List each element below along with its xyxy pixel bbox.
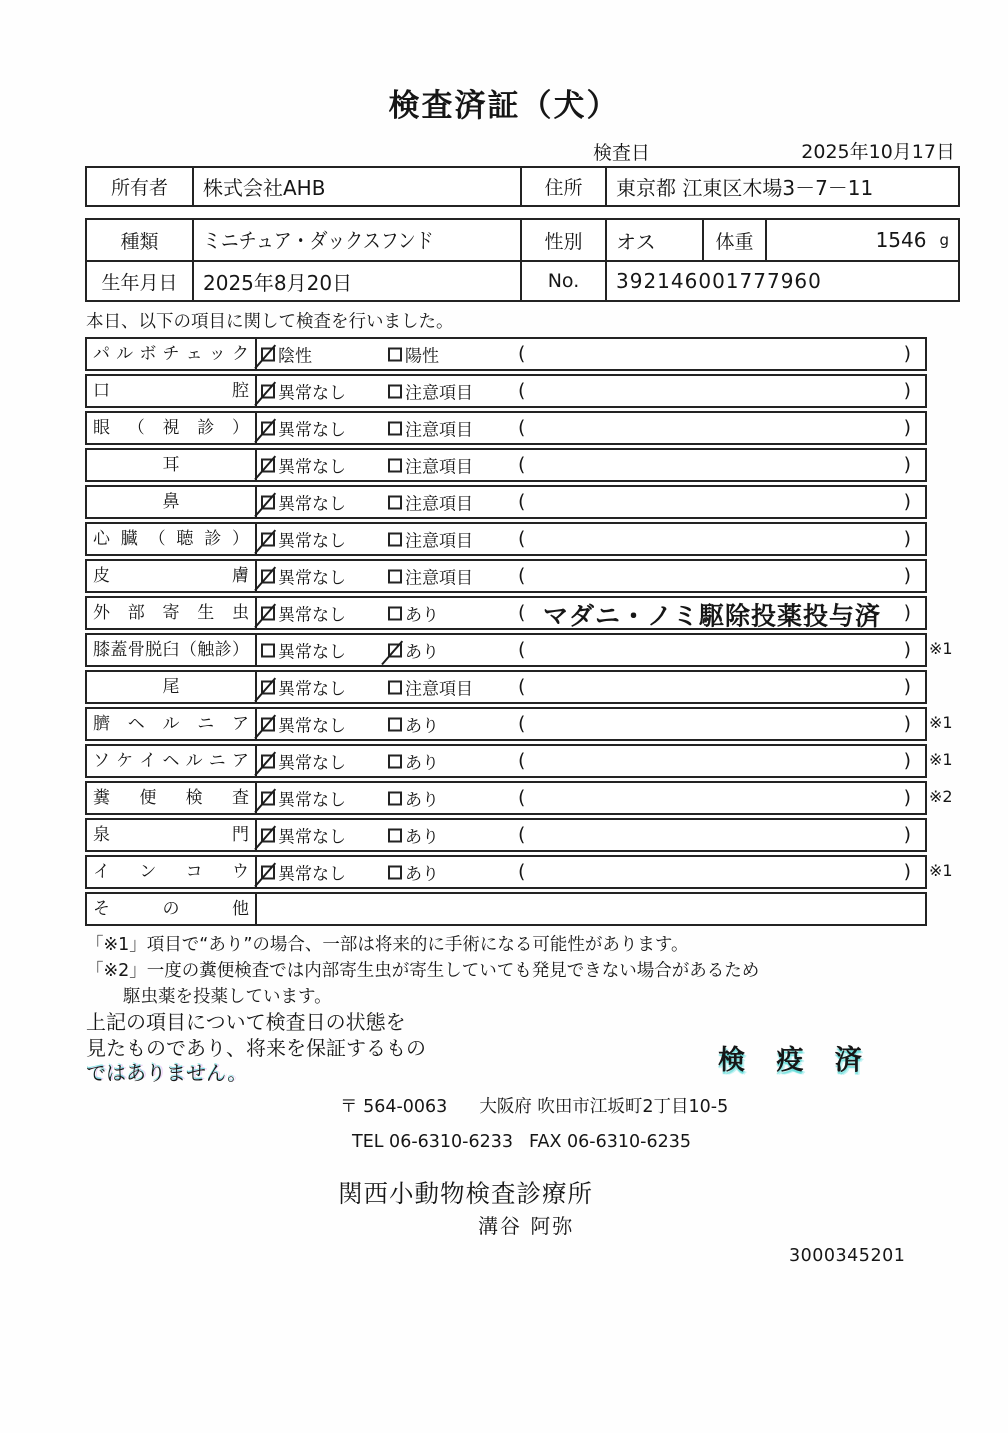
paren-open: ( (518, 638, 526, 661)
result-checkbox-1[interactable] (261, 347, 275, 361)
exam-item-label: パ ル ボ チ ェ ッ ク (87, 339, 257, 369)
paren-open: ( (518, 601, 526, 624)
result-option-2-label: 注意項目 (405, 383, 473, 404)
footnote-mark: ※1 (929, 750, 953, 769)
exam-row (85, 448, 927, 482)
exam-row (85, 633, 953, 667)
weight-value: 1546 g (765, 220, 958, 260)
result-option-1-label: 異常なし (278, 642, 346, 663)
result-option-2-label: 注意項目 (405, 679, 473, 700)
disclaimer-line: 見たものであり、将来を保証するもの (86, 1035, 426, 1060)
result-checkbox-1[interactable] (261, 458, 275, 472)
exam-item-label: 皮 膚 (87, 561, 257, 591)
paren-open: ( (518, 860, 526, 883)
result-option-2-label: あり (405, 605, 439, 626)
result-checkbox-1[interactable] (261, 384, 275, 398)
exam-item-label: ソ ケ イ ヘ ル ニ ア (87, 746, 257, 776)
result-option-1-label: 陰性 (278, 346, 312, 367)
result-checkbox-1[interactable] (261, 680, 275, 694)
result-checkbox-2[interactable] (388, 754, 402, 768)
result-option-2-label: 注意項目 (405, 457, 473, 478)
clinic-name: 関西小動物検査診療所 (338, 1179, 593, 1208)
result-option-2-label: あり (405, 716, 439, 737)
result-checkbox-2[interactable] (388, 532, 402, 546)
paren-open: ( (518, 712, 526, 735)
exam-date-value: 2025年10月17日 (801, 141, 955, 163)
footnote-mark: ※2 (929, 787, 953, 806)
footnote-line: 駆虫薬を投薬しています。 (123, 987, 332, 1007)
result-option-1-label: 異常なし (278, 864, 346, 885)
result-option-1-label: 異常なし (278, 457, 346, 478)
result-option-2-label: 注意項目 (405, 531, 473, 552)
result-checkbox-2[interactable] (388, 347, 402, 361)
paren-open: ( (518, 416, 526, 439)
exam-row (85, 855, 953, 889)
disclaimer-line: 上記の項目について検査日の状態を (86, 1010, 406, 1034)
result-checkbox-2[interactable] (388, 569, 402, 583)
paren-close: ) (903, 860, 911, 883)
result-option-2-label: 注意項目 (405, 494, 473, 515)
exam-item-label: そ の 他 (87, 894, 257, 924)
paren-close: ) (903, 416, 911, 439)
no-label: No. (520, 260, 605, 300)
paren-close: ) (903, 786, 911, 809)
breed-value: ミニチュア・ダックスフンド (192, 220, 520, 260)
result-option-2-label: あり (405, 864, 439, 885)
sex-value: オス (605, 220, 702, 260)
result-checkbox-1[interactable] (261, 421, 275, 435)
disclaimer (86, 1010, 426, 1087)
footnote-line: 「※2」一度の糞便検査では内部寄生虫が寄生していても発見できない場合があるため (86, 961, 760, 981)
paren-open: ( (518, 564, 526, 587)
paren-open: ( (518, 675, 526, 698)
result-option-2-label: あり (405, 753, 439, 774)
address-value: 東京都 江東区木場3－7－11 (605, 168, 958, 205)
result-option-2-label: あり (405, 827, 439, 848)
birth-label: 生年月日 (87, 260, 192, 300)
result-option-1-label: 異常なし (278, 420, 346, 441)
owner-value: 株式会社AHB (192, 168, 520, 205)
exam-item-label: 泉 門 (87, 820, 257, 850)
result-checkbox-2[interactable] (388, 421, 402, 435)
weight-label: 体重 (702, 220, 765, 260)
sex-label: 性別 (520, 220, 605, 260)
result-note: マダニ・ノミ駆除投薬投与済 (543, 601, 882, 631)
paren-open: ( (518, 379, 526, 402)
result-checkbox-1[interactable] (261, 865, 275, 879)
result-option-1-label: 異常なし (278, 383, 346, 404)
result-option-2-label: 注意項目 (405, 568, 473, 589)
paren-open: ( (518, 786, 526, 809)
result-option-2-label: あり (405, 790, 439, 811)
checklist-table (85, 337, 953, 926)
paren-open: ( (518, 527, 526, 550)
document-number: 3000345201 (789, 1246, 906, 1266)
paren-close: ) (903, 564, 911, 587)
result-option-1-label: 異常なし (278, 827, 346, 848)
exam-row (85, 522, 927, 556)
paren-close: ) (903, 379, 911, 402)
clinic-fax: FAX 06-6310-6235 (529, 1132, 691, 1152)
paren-close: ) (903, 749, 911, 772)
result-checkbox-1[interactable] (261, 643, 275, 657)
exam-row (85, 485, 927, 519)
paren-close: ) (903, 527, 911, 550)
exam-row (85, 744, 953, 778)
clinic-postal-line (340, 1093, 728, 1118)
paren-open: ( (518, 342, 526, 365)
clinic-tel: TEL 06-6310-6233 (352, 1132, 514, 1152)
weight-unit: g (939, 231, 949, 249)
exam-item-label: 口 腔 (87, 376, 257, 406)
result-checkbox-2[interactable] (388, 865, 402, 879)
no-value: 392146001777960 (605, 260, 958, 300)
paren-open: ( (518, 453, 526, 476)
paren-close: ) (903, 490, 911, 513)
exam-item-label: イ ン コ ウ (87, 857, 257, 887)
address-label: 住所 (520, 168, 605, 205)
paren-close: ) (903, 675, 911, 698)
exam-item-label: 鼻 (87, 487, 257, 517)
exam-row (85, 337, 927, 371)
result-checkbox-1[interactable] (261, 532, 275, 546)
result-checkbox-2[interactable] (388, 643, 402, 657)
paren-open: ( (518, 823, 526, 846)
exam-item-label: 膝 蓋 骨 脱 臼 （ 触 診 ） (87, 635, 257, 665)
result-option-1-label: 異常なし (278, 753, 346, 774)
result-checkbox-2[interactable] (388, 828, 402, 842)
exam-item-label: 心 臓 （ 聴 診 ） (87, 524, 257, 554)
result-option-1-label: 異常なし (278, 679, 346, 700)
owner-label: 所有者 (110, 177, 168, 199)
paren-open: ( (518, 490, 526, 513)
result-checkbox-2[interactable] (388, 606, 402, 620)
postal-code: 〒 564-0063 (340, 1097, 448, 1117)
exam-row (85, 781, 953, 815)
result-option-2-label: 陽性 (405, 346, 439, 367)
exam-item-label: 眼 （ 視 診 ） (87, 413, 257, 443)
result-checkbox-1[interactable] (261, 495, 275, 509)
exam-item-label: 尾 (87, 672, 257, 702)
result-checkbox-1[interactable] (261, 569, 275, 583)
footnote-mark: ※1 (929, 639, 953, 658)
disclaimer-line: ではありません。 (86, 1061, 248, 1085)
exam-row (85, 596, 927, 630)
result-option-2-label: 注意項目 (405, 420, 473, 441)
animal-table (85, 218, 960, 302)
result-checkbox-2[interactable] (388, 717, 402, 731)
paren-close: ) (903, 823, 911, 846)
exam-row (85, 818, 927, 852)
result-checkbox-1[interactable] (261, 828, 275, 842)
result-option-2-label: あり (405, 642, 439, 663)
result-option-1-label: 異常なし (278, 790, 346, 811)
owner-table (85, 166, 960, 207)
clinic-address: 大阪府 吹田市江坂町2丁目10-5 (479, 1097, 729, 1117)
document-title: 検査済証（犬） (388, 88, 620, 124)
paren-close: ) (903, 712, 911, 735)
result-checkbox-1[interactable] (261, 717, 275, 731)
paren-close: ) (903, 342, 911, 365)
result-checkbox-1[interactable] (261, 791, 275, 805)
paren-close: ) (903, 601, 911, 624)
result-checkbox-2[interactable] (388, 495, 402, 509)
exam-row (85, 892, 927, 926)
exam-item-label: 耳 (87, 450, 257, 480)
result-checkbox-1[interactable] (261, 754, 275, 768)
paren-close: ) (903, 453, 911, 476)
result-option-1-label: 異常なし (278, 494, 346, 515)
intro-text: 本日、以下の項目に関して検査を行いました。 (86, 312, 454, 332)
result-checkbox-1[interactable] (261, 606, 275, 620)
result-checkbox-2[interactable] (388, 384, 402, 398)
footnote-line: 「※1」項目で“あり”の場合、一部は将来的に手術になる可能性があります。 (86, 935, 689, 955)
exam-item-label: 外 部 寄 生 虫 (87, 598, 257, 628)
paren-open: ( (518, 749, 526, 772)
exam-row (85, 670, 927, 704)
footnote-mark: ※1 (929, 861, 953, 880)
breed-label: 種類 (120, 230, 159, 253)
exam-item-label: 糞 便 検 査 (87, 783, 257, 813)
exam-row (85, 707, 953, 741)
footnotes (86, 932, 759, 1010)
birth-value: 2025年8月20日 (192, 260, 520, 300)
result-option-1-label: 異常なし (278, 716, 346, 737)
exam-row (85, 559, 927, 593)
result-option-1-label: 異常なし (278, 531, 346, 552)
exam-row (85, 411, 927, 445)
result-checkbox-2[interactable] (388, 791, 402, 805)
exam-row (85, 374, 927, 408)
paren-close: ) (903, 638, 911, 661)
result-checkbox-2[interactable] (388, 458, 402, 472)
result-option-1-label: 異常なし (278, 568, 346, 589)
exam-date-label: 検査日 (593, 142, 651, 164)
result-checkbox-2[interactable] (388, 680, 402, 694)
veterinarian-name: 溝谷 阿弥 (478, 1214, 575, 1238)
result-option-1-label: 異常なし (278, 605, 346, 626)
clinic-tel-line (352, 1132, 691, 1152)
exam-item-label: 臍 ヘ ル ニ ア (87, 709, 257, 739)
quarantine-stamp: 検 疫 済 (718, 1045, 873, 1076)
footnote-mark: ※1 (929, 713, 953, 732)
